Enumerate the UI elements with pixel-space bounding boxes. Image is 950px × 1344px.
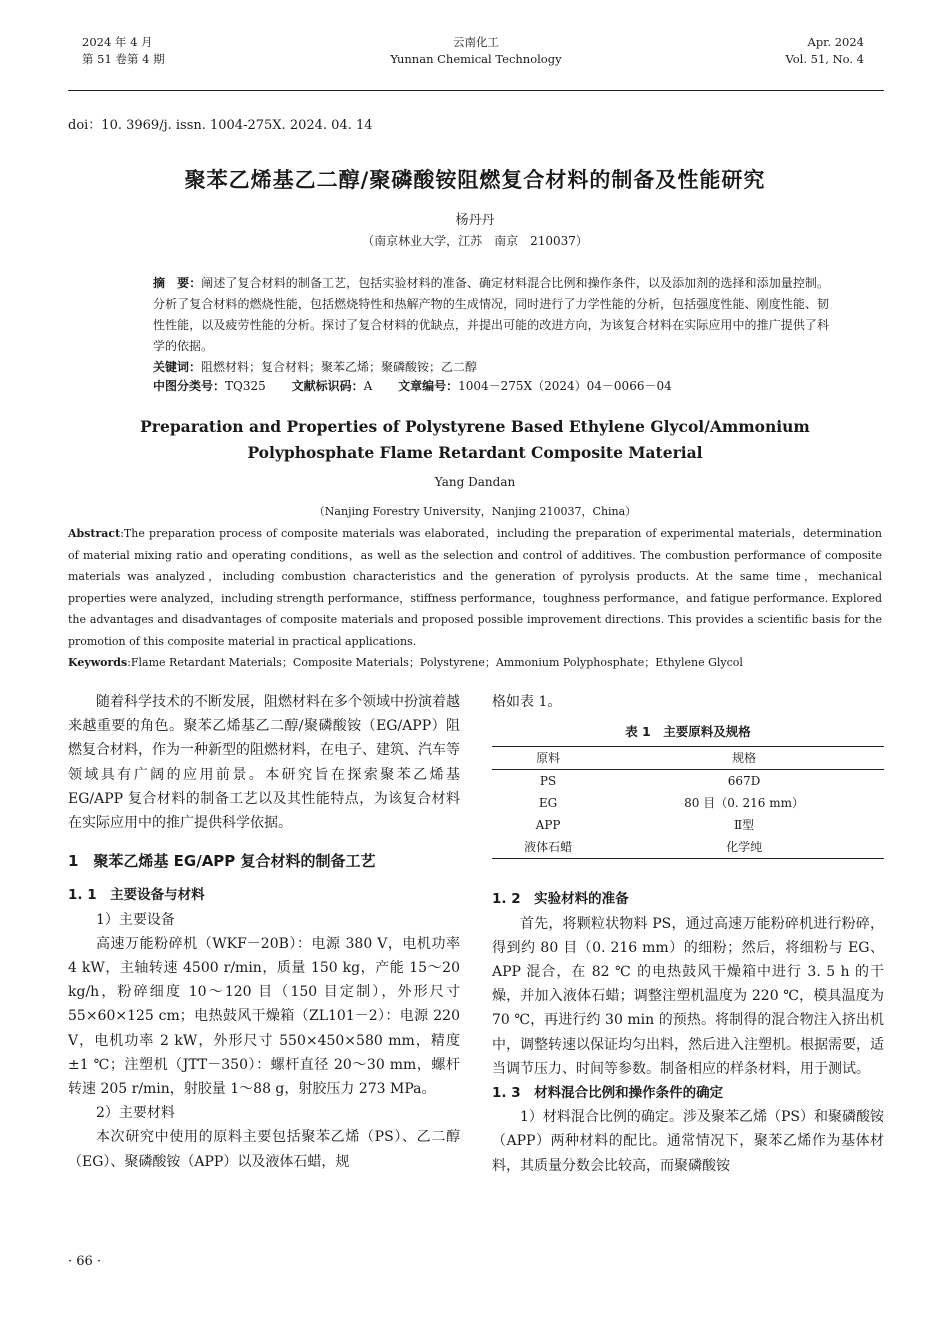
table-row: [492, 814, 884, 836]
table-row: [492, 836, 884, 859]
abstract-en: [68, 523, 882, 674]
table-cell: EG: [538, 796, 558, 811]
clc-value: TQ325: [225, 379, 266, 393]
page-number: · 66 ·: [68, 1254, 102, 1269]
equipment-heading: 1）主要设备: [96, 911, 175, 928]
article-label: 文章编号：: [398, 379, 459, 393]
journal-name-en: Yunnan Chemical Technology: [390, 52, 562, 66]
title-cn: 聚苯乙烯基乙二醇/聚磷酸铵阻燃复合材料的制备及性能研究: [184, 168, 766, 192]
article-number: [398, 379, 672, 393]
author-cn: 杨丹丹: [455, 213, 495, 228]
preparation-paragraph: 首先，将颗粒状物料 PS，通过高速万能粉碎机进行粉碎，得到约 80 目（0. 216 mm）的细粉；然后，将细粉与 EG、APP 混合，在 82 ℃ 的电热鼓风干燥箱中进行 3. 5 h 的干燥，并加入液体石蜡；调整注塑机温度为 220 ℃，模具温度为 70 ℃，再进行约 30 min 的预热。将制得的混合物注入挤出机中，调整转速以保证均匀出料，然后进入注塑机。根据需要，适当调节压力、时间等参数。制备相应的样条材料，用于测试。: [492, 915, 884, 1077]
table-1: [492, 746, 884, 859]
keywords-cn-label: 关键词：: [153, 360, 202, 374]
header-center: [68, 34, 884, 68]
table-1-label: 表 1: [625, 724, 651, 740]
section-1-3-heading: 1. 3 材料混合比例和操作条件的确定: [492, 1085, 724, 1102]
running-header: [68, 34, 884, 78]
section-1-1-heading: 1. 1 主要设备与材料: [68, 887, 205, 904]
keywords-cn: [153, 357, 829, 378]
abstract-en-label: Abstract: [68, 527, 121, 540]
doc-value: A: [363, 379, 373, 393]
table-cell: APP: [535, 818, 561, 833]
body-left-column: [68, 690, 460, 1174]
keywords-en-label: Keywords: [68, 656, 128, 669]
table-cell: 667D: [727, 774, 761, 789]
table-header-spec: 规格: [732, 751, 757, 766]
keywords-en-text: :Flame Retardant Materials；Composite Materials；Polystyrene；Ammonium Polyphosphate；Ethylene Glycol: [127, 656, 743, 669]
abstract-cn-label: 摘 要：: [153, 276, 202, 290]
materials-continuation: 格如表 1。: [492, 694, 562, 710]
keywords-en: [68, 652, 882, 674]
body-right-column: [492, 690, 884, 1178]
abstract-en-paragraph: [68, 523, 882, 652]
header-volume-en: Vol. 51, No. 4: [785, 52, 864, 66]
header-date-cn: 2024 年 4 月: [82, 35, 153, 49]
abstract-cn: [153, 273, 829, 378]
intro-paragraph: 随着科学技术的不断发展，阻燃材料在多个领域中扮演着越来越重要的角色。聚苯乙烯基乙二醇/聚磷酸铵（EG/APP）阻燃复合材料，作为一种新型的阻燃材料，在电子、建筑、汽车等领域具有广阔的应用前景。本研究旨在探索聚苯乙烯基 EG/APP 复合材料的制备工艺以及其性能特点，为该复合材料在实际应用中的推广提供科学依据。: [68, 694, 460, 832]
table-header-material: 原料: [536, 751, 561, 766]
clc-label: 中图分类号：: [153, 379, 226, 393]
keywords-cn-text: 阻燃材料；复合材料；聚苯乙烯；聚磷酸铵；乙二醇: [201, 360, 478, 374]
article-value: 1004－275X（2024）04－0066－04: [458, 379, 672, 393]
abstract-cn-text: 阐述了复合材料的制备工艺，包括实验材料的准备、确定材料混合比例和操作条件，以及添加剂的选择和添加量控制。分析了复合材料的燃烧性能，包括燃烧特性和热解产物的生成情况，同时进行了力学性能的分析，包括强度性能、刚度性能、韧性性能，以及疲劳性能的分析。探讨了复合材料的优缺点，并提出可能的改进方向，为该复合材料在实际应用中的推广提供了科学的依据。: [153, 276, 829, 353]
doi: doi：10. 3969/j. issn. 1004-275X. 2024. 04. 14: [68, 118, 373, 133]
table-1-caption: [492, 720, 884, 744]
journal-name-cn: 云南化工: [453, 35, 499, 49]
header-right: [785, 34, 864, 68]
title-en-line1: Preparation and Properties of Polystyrene Based Ethylene Glycol/Ammonium: [140, 417, 810, 436]
clc-number: [153, 379, 266, 393]
table-cell: Ⅱ型: [733, 818, 755, 833]
table-cell: 80 目（0. 216 mm）: [684, 796, 804, 811]
affiliation-en: （Nanjing Forestry University，Nanjing 210037，China）: [313, 505, 637, 518]
equipment-paragraph: 高速万能粉碎机（WKF－20B）：电源 380 V，电机功率 4 kW，主轴转速 4500 r/min，质量 150 kg，产能 15～20 kg/h，粉碎细度 10～120 目（150 目定制），外形尺寸 55×60×125 cm；电热鼓风干燥箱（ZL101－2）：电源 220 V，电机功率 2 kW，外形尺寸 550×450×580 mm，精度±1 ℃；注塑机（JTT－350）：螺杆直径 20～30 mm，螺杆转速 205 r/min，射胶量 1～88 g，射胶压力 273 MPa。: [68, 935, 460, 1098]
ratio-paragraph: 1）材料混合比例的确定。涉及聚苯乙烯（PS）和聚磷酸铵（APP）两种材料的配比。通常情况下，聚苯乙烯作为基体材料，其质量分数会比较高，而聚磷酸铵: [492, 1109, 884, 1174]
abstract-en-text: :The preparation process of composite materials was elaborated，including the preparation of experimental materials，determination of material mixing ratio and operating conditions，as well as the selection and control of additives. The combustion performance of composite materials was analyzed，including combustion characteristics and the generation of pyrolysis products. At the same time，mechanical properties were analyzed，including strength performance，stiffness performance，toughness performance，and fatigue performance. Explored the advantages and disadvantages of composite materials and proposed possible improvement directions. This provides a scientific basis for the promotion of this composite material in practical applications.: [68, 527, 882, 648]
table-cell: PS: [539, 774, 557, 789]
classification-line: [153, 377, 694, 394]
table-header-row: [492, 747, 884, 770]
section-1-heading: 1 聚苯乙烯基 EG/APP 复合材料的制备工艺: [68, 852, 376, 871]
table-cell: 化学纯: [726, 840, 763, 855]
header-volume-cn: 第 51 卷第 4 期: [82, 52, 165, 66]
affiliation-cn: （南京林业大学，江苏 南京 210037）: [362, 234, 588, 248]
doc-label: 文献标识码：: [291, 379, 364, 393]
table-1-title: 主要原料及规格: [663, 724, 751, 740]
table-row: [492, 770, 884, 793]
title-en: [68, 414, 882, 466]
materials-paragraph: 本次研究中使用的原料主要包括聚苯乙烯（PS）、乙二醇（EG）、聚磷酸铵（APP）以及液体石蜡，规: [68, 1129, 460, 1170]
abstract-cn-paragraph: [153, 273, 829, 357]
table-row: [492, 792, 884, 814]
doc-code: [292, 379, 373, 393]
table-cell: 液体石蜡: [524, 840, 573, 855]
section-1-2-heading: 1. 2 实验材料的准备: [492, 891, 629, 908]
header-rule: [68, 90, 884, 91]
author-en: Yang Dandan: [434, 475, 516, 489]
title-en-line2: Polyphosphate Flame Retardant Composite Material: [247, 443, 703, 462]
materials-heading: 2）主要材料: [96, 1105, 175, 1122]
header-date-en: Apr. 2024: [807, 35, 864, 49]
